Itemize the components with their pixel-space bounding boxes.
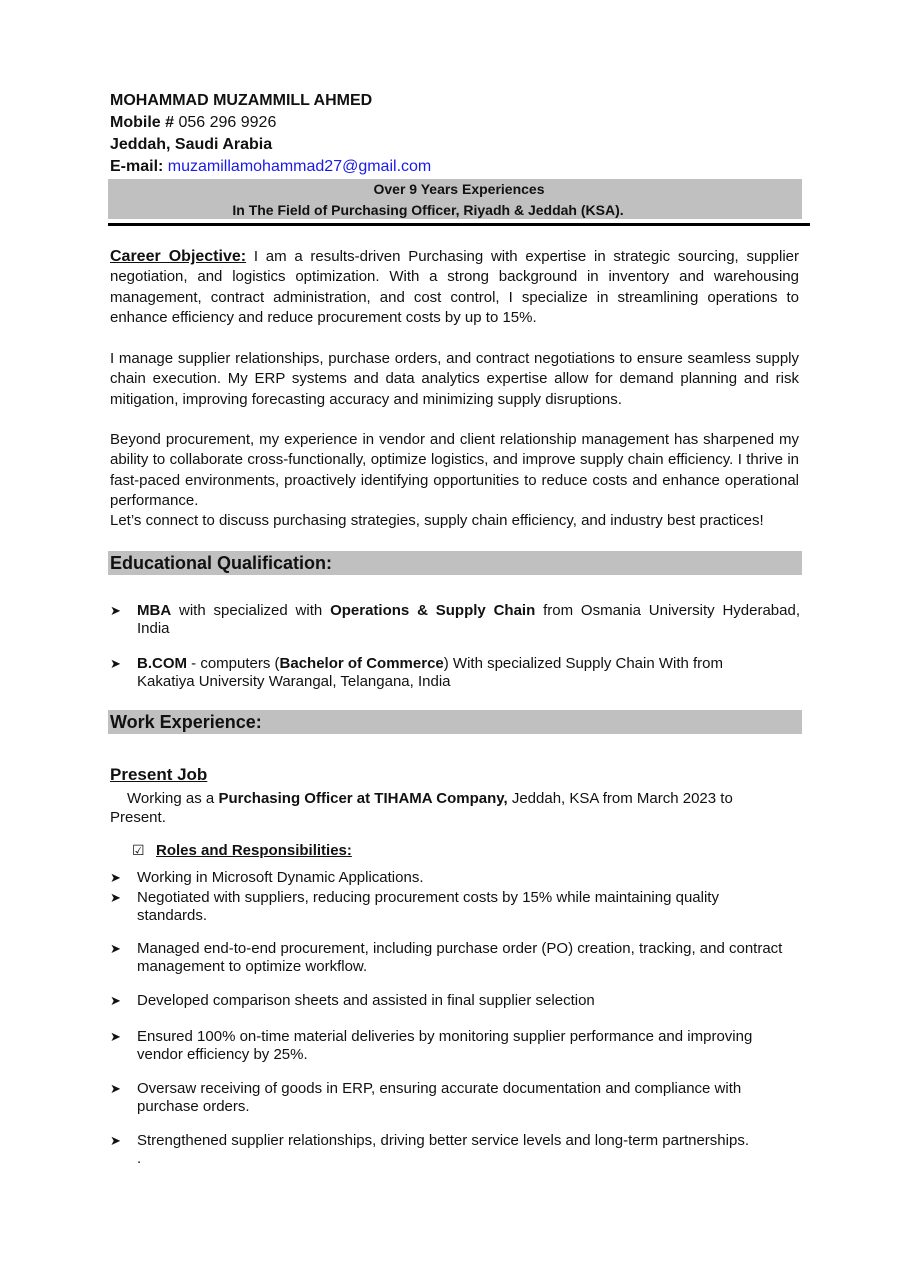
- responsibility-item: [110, 1028, 800, 1064]
- education-item-bcom: [110, 655, 800, 695]
- responsibility-text: Working in Microsoft Dynamic Applications.: [137, 869, 424, 886]
- arrowhead-bullet-icon: ➤: [110, 993, 121, 1008]
- candidate-name: MOHAMMAD MUZAMMILL AHMED: [110, 92, 373, 109]
- email-link[interactable]: muzamillamohammad27@gmail.com: [167, 158, 432, 175]
- trailing-dot: .: [137, 1150, 142, 1167]
- experience-field: In The Field of Purchasing Officer, Riyadh & Jeddah (KSA).: [232, 202, 624, 218]
- present-job-position: Purchasing Officer at TIHAMA Company,: [218, 790, 508, 807]
- arrowhead-bullet-icon: ➤: [110, 1029, 121, 1044]
- career-objective-heading: Career Objective:: [110, 248, 247, 265]
- present-job-prefix: Working as a: [127, 790, 219, 807]
- responsibility-item: [110, 992, 800, 1010]
- responsibility-text: Managed end-to-end procurement, including purchase order (PO) creation, tracking, and contract management to optimize workflow.: [137, 940, 783, 975]
- career-paragraph-3: Beyond procurement, my experience in vendor and client relationship management has sharpened my ability to collaborate cross-functionally, optimize logistics, and improve supply chain efficiency. I thrive in fast-paced environments, proactively identifying opportunities to reduce costs and enhance operational performance.: [110, 431, 799, 509]
- checked-box-icon: ☑: [132, 842, 145, 858]
- mobile-value: 056 296 9926: [178, 114, 277, 131]
- education-item-mba: [110, 602, 800, 642]
- header-divider: [108, 223, 810, 226]
- responsibility-item: [110, 869, 800, 887]
- education-item-text: [137, 602, 800, 620]
- location: Jeddah, Saudi Arabia: [110, 136, 273, 153]
- education-heading: Educational Qualification:: [108, 551, 802, 575]
- work-experience-heading: Work Experience:: [108, 710, 802, 734]
- roles-heading: [132, 841, 352, 860]
- degree-full-name: Bachelor of Commerce: [279, 655, 444, 672]
- mobile-line: [110, 113, 276, 133]
- degree-specialization: ) With specialized Supply Chain With from: [443, 655, 724, 672]
- email-line: [110, 157, 431, 177]
- degree-specialization: Operations & Supply Chain: [330, 602, 536, 619]
- arrowhead-bullet-icon: ➤: [110, 890, 121, 905]
- career-objective-paragraph: [110, 247, 799, 328]
- arrowhead-bullet-icon: ➤: [110, 656, 121, 671]
- responsibility-item: [110, 889, 800, 925]
- education-item-text: [137, 655, 800, 673]
- arrowhead-bullet-icon: ➤: [110, 870, 121, 885]
- degree-name: MBA: [137, 602, 172, 619]
- arrowhead-bullet-icon: ➤: [110, 1081, 121, 1096]
- mobile-label: Mobile #: [110, 114, 175, 131]
- responsibility-item: [110, 1080, 800, 1116]
- career-paragraph-4: Let’s connect to discuss purchasing strategies, supply chain efficiency, and industry best practices!: [110, 512, 764, 529]
- present-job-description: [110, 789, 800, 827]
- degree-text: - computers (: [187, 655, 280, 672]
- responsibility-text: Ensured 100% on-time material deliveries by monitoring supplier performance and improving vendor efficiency by 25%.: [137, 1028, 753, 1063]
- email-label: E-mail:: [110, 158, 164, 175]
- present-job-line2: Present.: [110, 809, 166, 826]
- responsibility-text: Developed comparison sheets and assisted in final supplier selection: [137, 992, 595, 1009]
- responsibility-text: Oversaw receiving of goods in ERP, ensuring accurate documentation and compliance with purchase orders.: [137, 1080, 742, 1115]
- responsibility-text: Strengthened supplier relationships, driving better service levels and long-term partnerships.: [137, 1132, 749, 1149]
- education-item-line2: India: [137, 620, 170, 637]
- present-job-period: Jeddah, KSA from March 2023 to: [507, 790, 733, 807]
- arrowhead-bullet-icon: ➤: [110, 941, 121, 956]
- arrowhead-bullet-icon: ➤: [110, 603, 121, 618]
- career-objective-text: I am a results-driven Purchasing with expertise in strategic sourcing, supplier negotiation, and logistics optimization. With a strong background in inventory and warehousing management, contract administration, and cost control, I specialize in streamlining operations to enhance efficiency and reduce procurement costs by up to 15%.: [110, 248, 799, 326]
- present-job-title: Present Job: [110, 765, 208, 784]
- arrowhead-bullet-icon: ➤: [110, 1133, 121, 1148]
- responsibility-text: Negotiated with suppliers, reducing procurement costs by 15% while maintaining quality standards.: [137, 889, 719, 924]
- responsibility-item: [110, 940, 800, 976]
- roles-title: Roles and Responsibilities:: [156, 842, 352, 859]
- education-item-line2: Kakatiya University Warangal, Telangana, India: [137, 673, 451, 690]
- experience-years: Over 9 Years Experiences: [373, 181, 545, 197]
- degree-university: from Osmania University Hyderabad,: [535, 602, 800, 619]
- responsibility-item: [110, 1132, 800, 1150]
- career-paragraph-2: I manage supplier relationships, purchase orders, and contract negotiations to ensure seamless supply chain execution. My ERP systems and data analytics expertise allow for demand planning and risk mitigation, improving forecasting accuracy and minimizing supply disruptions.: [110, 350, 799, 408]
- degree-text: with specialized with: [171, 602, 331, 619]
- experience-banner: [108, 179, 802, 219]
- degree-name: B.COM: [137, 655, 187, 672]
